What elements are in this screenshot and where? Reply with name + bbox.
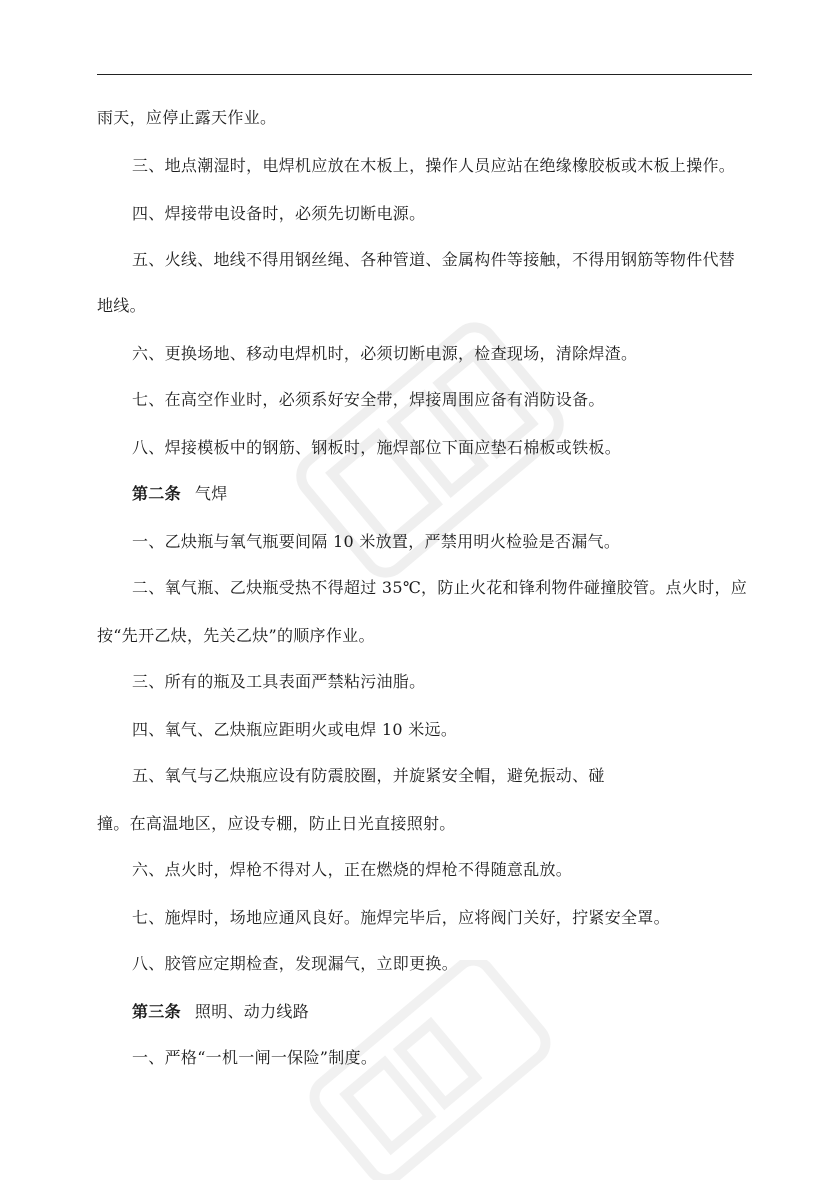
- article-title: 气焊: [194, 484, 228, 503]
- paragraph-line: 二、氧气瓶、乙炔瓶受热不得超过 35℃，防止火花和锋利物件碰撞胶管。点火时，应: [132, 578, 748, 597]
- paragraph-line: 三、所有的瓶及工具表面严禁粘污油脂。: [132, 672, 426, 691]
- paragraph-line: 三、地点潮湿时，电焊机应放在木板上，操作人员应站在绝缘橡胶板或木板上操作。: [132, 156, 736, 175]
- paragraph-line: 七、在高空作业时，必须系好安全带，焊接周围应备有消防设备。: [132, 390, 605, 409]
- paragraph-line: 按“先开乙炔，先关乙炔”的顺序作业。: [97, 626, 375, 645]
- article-title: 照明、动力线路: [194, 1002, 310, 1021]
- paragraph-line: 五、氧气与乙炔瓶应设有防震胶圈，并旋紧安全帽，避免振动、碰: [132, 766, 605, 785]
- paragraph-line: 一、严格“一机一闸一保险”制度。: [132, 1048, 378, 1067]
- article-heading-3: [132, 1002, 309, 1022]
- paragraph-line: 八、胶管应定期检查，发现漏气，立即更换。: [132, 954, 459, 973]
- paragraph-line: 八、焊接模板中的钢筋、钢板时，施焊部位下面应垫石棉板或铁板。: [132, 438, 622, 457]
- watermark-logo-lower: [300, 960, 560, 1180]
- paragraph-line: 撞。在高温地区，应设专棚，防止日光直接照射。: [97, 814, 456, 833]
- paragraph-line: 雨天，应停止露天作业。: [97, 108, 277, 127]
- paragraph-line: 地线。: [97, 296, 146, 315]
- article-label: 第三条: [132, 1002, 181, 1021]
- article-label: 第二条: [132, 484, 181, 503]
- paragraph-line: 七、施焊时，场地应通风良好。施焊完毕后，应将阀门关好，拧紧安全罩。: [132, 908, 670, 927]
- paragraph-line: 五、火线、地线不得用钢丝绳、各种管道、金属构件等接触，不得用钢筋等物件代替: [132, 250, 736, 269]
- paragraph-line: 六、点火时，焊枪不得对人，正在燃烧的焊枪不得随意乱放。: [132, 860, 573, 879]
- header-rule: [97, 74, 752, 75]
- article-heading-2: [132, 484, 228, 504]
- paragraph-line: 四、焊接带电设备时，必须先切断电源。: [132, 204, 426, 223]
- paragraph-line: 一、乙炔瓶与氧气瓶要间隔 10 米放置，严禁用明火检验是否漏气。: [132, 532, 621, 551]
- paragraph-line: 四、氧气、乙炔瓶应距明火或电焊 10 米远。: [132, 720, 458, 739]
- paragraph-line: 六、更换场地、移动电焊机时，必须切断电源，检查现场，清除焊渣。: [132, 344, 638, 363]
